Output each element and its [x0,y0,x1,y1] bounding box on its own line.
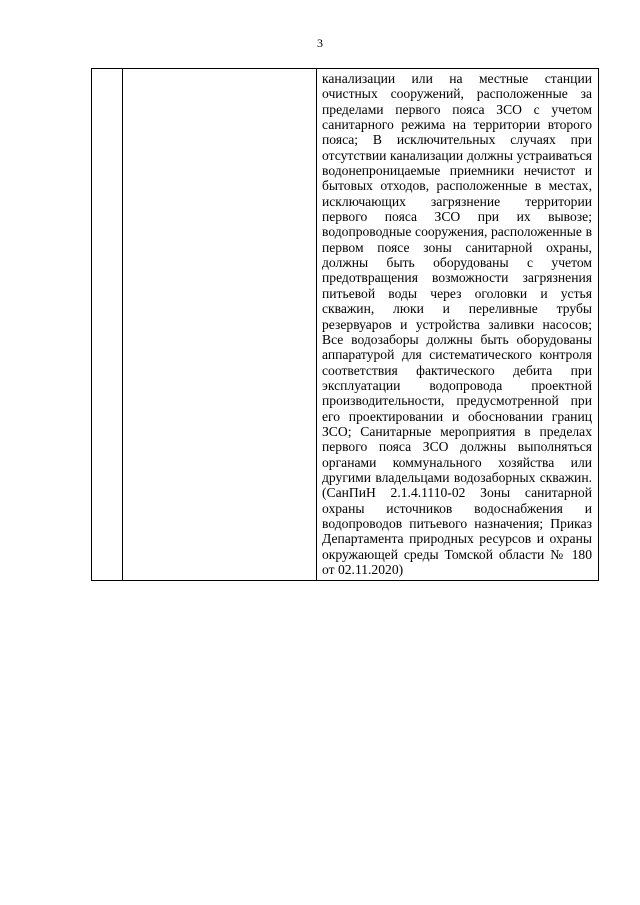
cell-requirements-text: канализации или на местные станции очистных сооружений, расположенные за пределами первого пояса ЗСО с учетом санитарного режима на территории второго пояса; В исключительных случаях при отсутствии канализации должны устраиваться водонепроницаемые приемники нечистот и бытовых отходов, расположенные в местах, исключающих загрязнение территории первого пояса ЗСО при их вывозе; водопроводные сооружения, расположенные в первом поясе зоны санитарной охраны, должны быть оборудованы с учетом предотвращения возможности загрязнения питьевой воды через оголовки и устья скважин, люки и переливные трубы резервуаров и устройства заливки насосов; Все водозаборы должны быть оборудованы аппаратурой для систематического контроля соответствия фактического дебита при эксплуатации водопровода проектной производительности, предусмотренной при его проектировании и обосновании границ ЗСО; Санитарные мероприятия в пределах первого пояса ЗСО должны выполняться органами коммунального хозяйства или другими владельцами водозаборных скважин. (СанПиН 2.1.4.1110-02 Зоны санитарной охраны источников водоснабжения и водопроводов питьевого назначения; Приказ Департамента природных ресурсов и охраны окружающей среды Томской области № 180 от 02.11.2020) [322,71,592,577]
cell-number-text [92,69,122,74]
table-row [92,69,599,581]
page-number: 3 [317,36,323,50]
table-cell-name [123,69,317,581]
requirements-table [91,68,599,581]
cell-name-text [123,69,316,74]
table-cell-number [92,69,123,581]
table-cell-requirements [317,69,599,581]
